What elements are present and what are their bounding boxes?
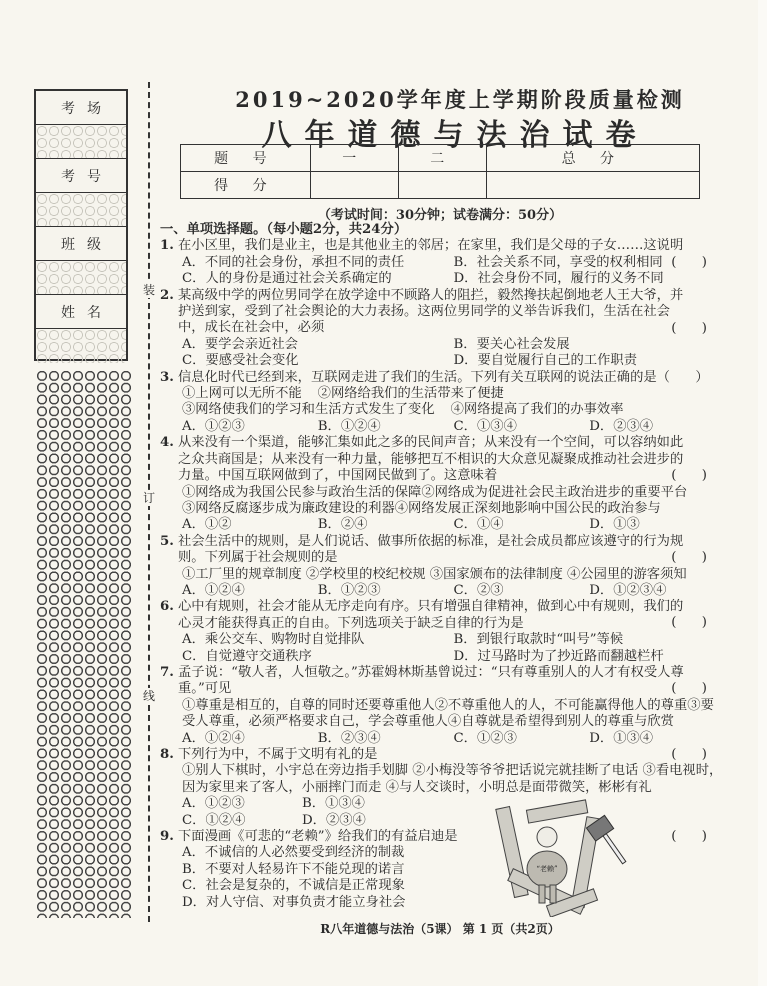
option-b[interactable]: B．社会关系不同，享受的权利相同 [453,254,663,270]
option-b[interactable]: B．②③④ [317,730,381,746]
student-info-box [34,89,128,361]
option-c[interactable]: C．②③ [453,582,504,598]
info-field-name[interactable] [36,329,126,363]
option-d[interactable]: D．②③④ [302,812,366,828]
option-b[interactable]: B．①②④ [317,418,381,434]
option-a[interactable]: A．不诚信的人必然要受到经济的制裁 [182,845,405,861]
info-field-exam-number[interactable] [36,193,126,227]
questions-content [160,222,725,911]
score-cell[interactable] [310,172,398,199]
question-8 [160,747,725,829]
cartoon-illustration [487,797,627,917]
statement: ④网络提高了我们的办事效率 [450,402,624,418]
question-number: 5. [160,533,174,549]
statement: ①上网可以无所不能 [182,386,302,402]
binding-mark-xian: 线 [140,688,158,704]
option-c[interactable]: C．①②③ [453,730,517,746]
option-c[interactable]: C．社会是复杂的，不诚信是正常现象 [182,878,405,894]
statement: ③网络使我们的学习和生活方式发生了变化 [182,402,435,418]
option-b[interactable]: B．②④ [317,517,368,533]
question-2 [160,288,725,370]
question-number: 2. [160,287,174,303]
score-table [180,144,700,199]
option-c[interactable]: C．自觉遵守交通秩序 [182,648,312,664]
question-9 [160,829,725,911]
info-label-exam-room: 考场 [36,91,126,125]
option-d[interactable]: D．①③④ [589,730,654,746]
bubble-pattern-decoration [36,370,132,918]
info-field-exam-room[interactable] [36,125,126,159]
option-d[interactable]: D．①②③④ [589,582,667,598]
question-7 [160,665,725,747]
section-title: 一、单项选择题。（每小题2分，共24分） [160,222,408,237]
option-d[interactable]: D．①③ [589,517,640,533]
question-number: 1. [160,238,174,254]
option-a[interactable]: A．乘公交车、购物时自觉排队 [182,632,365,648]
option-b[interactable]: B．①③④ [302,796,365,812]
option-c[interactable]: C．①④ [453,517,504,533]
question-1 [160,238,725,287]
question-number: 3. [160,369,174,385]
option-b[interactable]: B．不要对人轻易许下不能兑现的诺言 [182,861,405,877]
question-5 [160,534,725,600]
option-c[interactable]: C．人的身份是通过社会关系确定的 [182,271,392,287]
question-3 [160,370,725,436]
statement: ①工厂里的规章制度 ②学校里的校纪校规 ③国家颁布的法律制度 ④公园里的游客须知 [182,566,687,582]
answer-blank[interactable]: ( ) [671,549,707,565]
answer-blank[interactable]: ( ) [671,615,707,631]
question-text: 下面漫画《可悲的“老赖”》给我们的有益启迪是 [178,829,458,845]
option-a[interactable]: A．①② [182,517,232,533]
info-field-class[interactable] [36,261,126,295]
statement: ③网络反腐逐步成为廉政建设的利器④网络发展正深刻地影响中国公民的政治参与 [182,500,661,516]
info-label-exam-number: 考号 [36,159,126,193]
score-table-row-label: 题 号 [181,145,311,172]
option-a[interactable]: A．①②④ [182,730,245,746]
score-table-col-header: 一 [310,145,398,172]
statement: ①别人下棋时，小宇总在旁边指手划脚 ②小梅没等爷爷把话说完就挂断了电话 ③看电视时，因为家里来了客人，小丽摔门而走 ④与人交谈时，小明总是面带微笑，彬彬有礼 [182,763,723,795]
option-c[interactable]: C．①②④ [182,812,246,828]
exam-info: （考试时间：30分钟；试卷满分：50分） [317,208,563,223]
option-a[interactable]: A．①②③ [182,796,245,812]
info-label-name: 姓名 [36,295,126,329]
question-number: 4. [160,435,174,451]
answer-blank[interactable]: ( ) [671,829,707,845]
page-edge [758,0,767,986]
page-footer: R八年道德与法治（5课） 第 1 页（共2页） [320,922,560,936]
answer-blank[interactable]: ( ) [671,468,707,484]
option-b[interactable]: B．①②③ [317,582,381,598]
question-text: 孟子说：“敬人者，人恒敬之。”苏霍姆林斯基曾说过：“只有尊重别人的人才有权受人尊重。”可见 [178,664,684,697]
exam-title-line2: 八年道德与法治试卷 [261,118,649,153]
option-d[interactable]: D．②③④ [589,418,654,434]
option-b[interactable]: B．要关心社会发展 [453,336,570,352]
score-table-col-header: 总 分 [486,145,699,172]
exam-title-line1: 2019~2020学年度上学期阶段质量检测 [235,87,685,112]
binding-mark-zhuang: 装 [140,282,158,298]
question-6 [160,599,725,665]
answer-blank[interactable]: ( ) [671,320,707,336]
question-number: 9. [160,829,174,845]
question-4 [160,435,725,533]
score-cell[interactable] [486,172,699,199]
option-d[interactable]: D．社会身份不同，履行的义务不同 [453,271,664,287]
statement: ①尊重是相互的，自尊的同时还要尊重他人②不尊重他人的人，不可能赢得他人的尊重③要受人尊重，必须严格要求自己，学会尊重他人④自尊就是希望得到别人的尊重与欣赏 [182,697,714,730]
statement: ①网络成为我国公民参与政治生活的保障②网络成为促进社会民主政治进步的重要平台 [182,484,688,500]
option-a[interactable]: A．①②④ [182,582,245,598]
cartoon-center-label: “老赖” [536,865,558,873]
question-text: 下列行为中，不属于文明有礼的是 [178,747,378,762]
question-text: 从来没有一个渠道，能够汇集如此之多的民间声音；从来没有一个空间，可以容纳如此之众共商国是；从来没有一种力量，能够把互不相识的大众意见凝聚成推动社会进步的力量。中国互联网做到了，中国网民做到了。这意味着 [178,435,684,484]
option-a[interactable]: A．不同的社会身份，承担不同的责任 [182,254,405,270]
question-number: 8. [160,747,174,762]
question-text: 社会生活中的规则，是人们说话、做事所依据的标准，是社会成员都应该遵守的行为规则。下列属于社会规则的是 [178,533,684,566]
question-number: 6. [160,599,174,615]
option-a[interactable]: A．①②③ [182,418,245,434]
option-c[interactable]: C．要感受社会变化 [182,353,299,369]
question-text: 心中有规则，社会才能从无序走向有序。只有增强自律精神，做到心中有规则，我们的心灵才能获得真正的自由。下列选项关于缺乏自律的行为是 [178,599,684,631]
option-d[interactable]: D．要自觉履行自己的工作职责 [453,353,638,369]
score-cell[interactable] [398,172,486,199]
score-table-col-header: 二 [398,145,486,172]
question-text: 某高级中学的两位男同学在放学途中不顾路人的阻拦，毅然搀扶起倒地老人王大爷，并护送到家，受到了社会舆论的大力表扬。这两位男同学的义举告诉我们，生活在社会中，成长在社会中，必须 [178,287,684,336]
option-b[interactable]: B．到银行取款时“叫号”等候 [453,632,624,648]
option-d[interactable]: D．对人守信、对事负责才能立身社会 [182,894,406,910]
answer-blank[interactable]: ( ) [671,254,707,270]
score-table-row-label: 得 分 [181,172,311,199]
question-number: 7. [160,664,174,680]
info-label-class: 班级 [36,227,126,261]
binding-mark-ding: 订 [140,490,158,506]
question-text: 在小区里，我们是业主，也是其他业主的邻居；在家里，我们是父母的子女……这说明 [178,238,684,254]
question-text: 信息化时代已经到来，互联网走进了我们的生活。下列有关互联网的说法正确的是（ ） [178,369,709,385]
option-c[interactable]: C．①③④ [453,418,517,434]
answer-blank[interactable]: ( ) [671,680,707,696]
statement: ②网络给我们的生活带来了便捷 [317,386,504,402]
option-a[interactable]: A．要学会亲近社会 [182,336,298,352]
answer-blank[interactable]: ( ) [671,747,707,762]
option-d[interactable]: D．过马路时为了抄近路而翻越栏杆 [453,648,664,664]
